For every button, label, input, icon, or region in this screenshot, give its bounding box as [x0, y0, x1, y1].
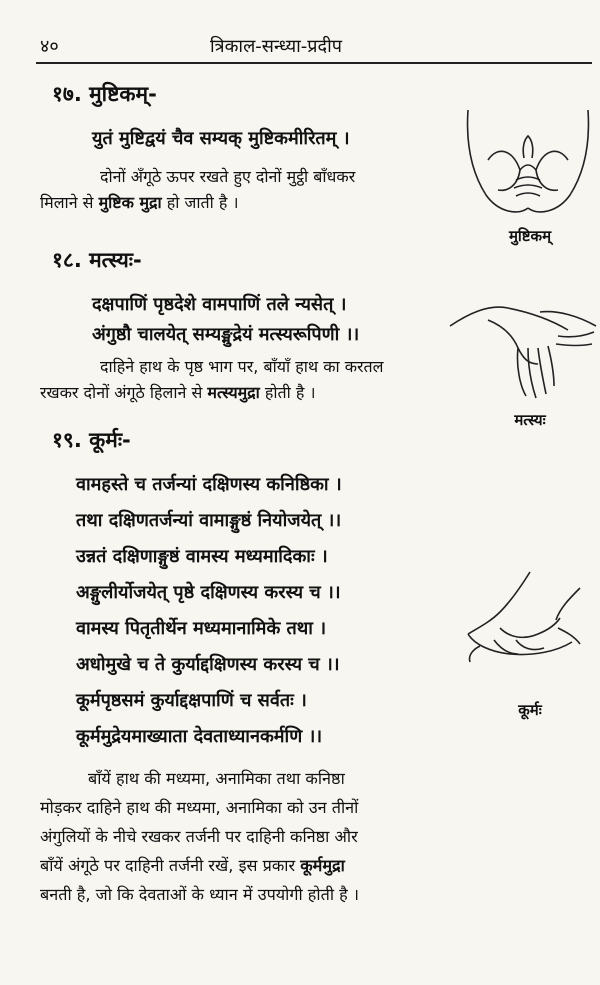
verse-line: वामहस्ते च तर्जन्यां दक्षिणस्य कनिष्ठिका । — [76, 474, 342, 495]
header-rule — [36, 62, 592, 64]
figure-caption-17: मुष्टिकम् — [508, 227, 552, 245]
section-heading-18: १८. मत्स्यः- — [52, 248, 142, 272]
description-line: मोड़कर दाहिने हाथ की मध्यमा, अनामिका को उन तीनों — [40, 798, 359, 817]
section-description-18 — [40, 354, 450, 406]
verse-line: तथा दक्षिणतर्जन्यां वामाङ्गुष्ठं नियोजयेत् ।। — [76, 510, 342, 531]
mushtikam-hands-illustration — [458, 100, 598, 220]
verse-line: कूर्मपृष्ठसमं कुर्याद्दक्षपाणिं च सर्वतः । — [76, 690, 307, 711]
section-description-19 — [40, 764, 440, 909]
verse-line: युतं मुष्टिद्वयं चैव सम्यक् मुष्टिकमीरितम् । — [92, 128, 350, 149]
verse-line: वामस्य पितृतीर्थेन मध्यमानामिके तथा । — [76, 618, 327, 639]
running-title: त्रिकाल-सन्ध्या-प्रदीप — [210, 36, 342, 57]
verse-line: अङ्गुलीर्योजयेत् पृष्ठे दक्षिणस्य करस्य च ।। — [76, 582, 341, 603]
kurma-hands-illustration — [460, 568, 598, 678]
verse-line: उन्नतं दक्षिणाङ्गुष्ठं वामस्य मध्यमादिकाः । — [76, 546, 328, 567]
matsya-hands-illustration — [448, 286, 598, 406]
description-line: बाँयें हाथ की मध्यमा, अनामिका तथा कनिष्ठा — [88, 769, 345, 788]
description-line: रखकर दोनों अंगूठे हिलाने से मत्स्यमुद्रा होती है । — [40, 383, 316, 402]
description-line: दाहिने हाथ के पृष्ठ भाग पर, बाँयाँ हाथ का करतल — [100, 357, 384, 376]
verse-line: कूर्ममुद्रेयमाख्याता देवताध्यानकर्मणि ।। — [76, 726, 323, 747]
description-line: मिलाने से मुष्टिक मुद्रा हो जाती है । — [40, 193, 239, 212]
page-header — [40, 34, 560, 64]
figure-caption-18: मत्स्यः — [514, 411, 546, 429]
description-line: अंगुलियों के नीचे रखकर तर्जनी पर दाहिनी कनिष्ठा और — [40, 827, 358, 846]
description-line: दोनों अँगूठे ऊपर रखते हुए दोनों मुट्ठी बाँधकर — [100, 167, 356, 186]
section-description-17 — [40, 164, 440, 216]
description-line: बनती है, जो कि देवताओं के ध्यान में उपयोगी होती है । — [40, 885, 360, 904]
verse-line: अंगुष्ठौ चालयेत् सम्यङ्मुद्रेयं मत्स्यरूपिणी ।। — [92, 324, 360, 345]
verse-line: अधोमुखे च ते कुर्याद्दक्षिणस्य करस्य च ।। — [76, 654, 340, 675]
description-line: बाँयें अंगूठे पर दाहिनी तर्जनी रखें, इस प्रकार कूर्ममुद्रा — [40, 856, 345, 875]
verse-line: दक्षपाणिं पृष्ठदेशे वामपाणिं तले न्यसेत् । — [92, 294, 347, 315]
page-number: ४० — [40, 36, 59, 57]
section-heading-19: १९. कूर्मः- — [52, 428, 131, 452]
section-heading-17: १७. मुष्टिकम्- — [52, 82, 157, 106]
figure-caption-19: कूर्मः — [518, 701, 542, 719]
